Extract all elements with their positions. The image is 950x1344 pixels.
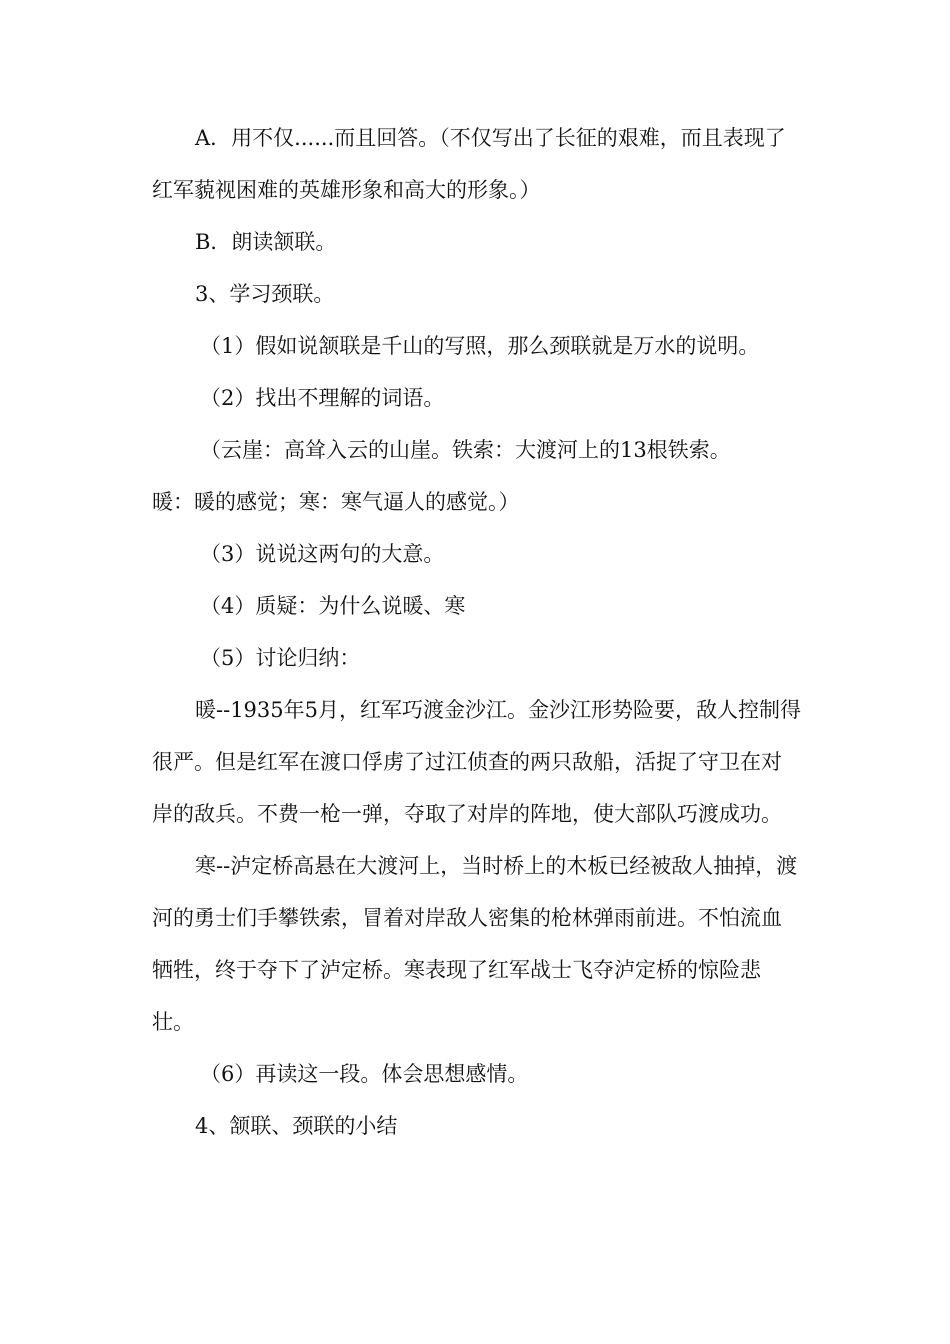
paragraph-vocabulary: （云崖：高耸入云的山崖。铁索：大渡河上的13根铁索。 (200, 438, 731, 462)
list-item-2: （2）找出不理解的词语。 (200, 386, 445, 410)
section-heading-3: 3、学习颈联。 (195, 282, 335, 306)
document-body (152, 112, 802, 1152)
list-item-5: （5）讨论归纳： (200, 646, 361, 670)
paragraph-warm: 暖--1935年5月，红军巧渡金沙江。金沙江形势险要，敌人控制得很严。但是红军在渡口俘虏了过江侦查的两只敌船，活捉了守卫在对岸的敌兵。不费一枪一弹，夺取了对岸的阵地，使大部队巧渡成功。 (152, 698, 801, 826)
list-item-6: （6）再读这一段。体会思想感情。 (200, 1062, 529, 1086)
section-heading-4: 4、颔联、颈联的小结 (195, 1114, 398, 1138)
paragraph-read-b: B．朗读颔联。 (195, 230, 337, 254)
list-item-1: （1）假如说颔联是千山的写照，那么颈联就是万水的说明。 (200, 334, 760, 358)
paragraph-cold: 寒--泸定桥高悬在大渡河上，当时桥上的木板已经被敌人抽掉，渡河的勇士们手攀铁索，冒着对岸敌人密集的枪林弹雨前进。不怕流血牺牲，终于夺下了泸定桥。寒表现了红军战士飞夺泸定桥的惊险悲壮。 (152, 854, 798, 1034)
paragraph-vocabulary-cont: 暖：暖的感觉；寒：寒气逼人的感觉。） (152, 490, 520, 514)
paragraph-answer-a: A．用不仅......而且回答。（不仅写出了长征的艰难，而且表现了红军藐视困难的英雄形象和高大的形象。） (152, 126, 786, 202)
list-item-3: （3）说说这两句的大意。 (200, 542, 445, 566)
list-item-4: （4）质疑：为什么说暖、寒 (200, 594, 466, 618)
